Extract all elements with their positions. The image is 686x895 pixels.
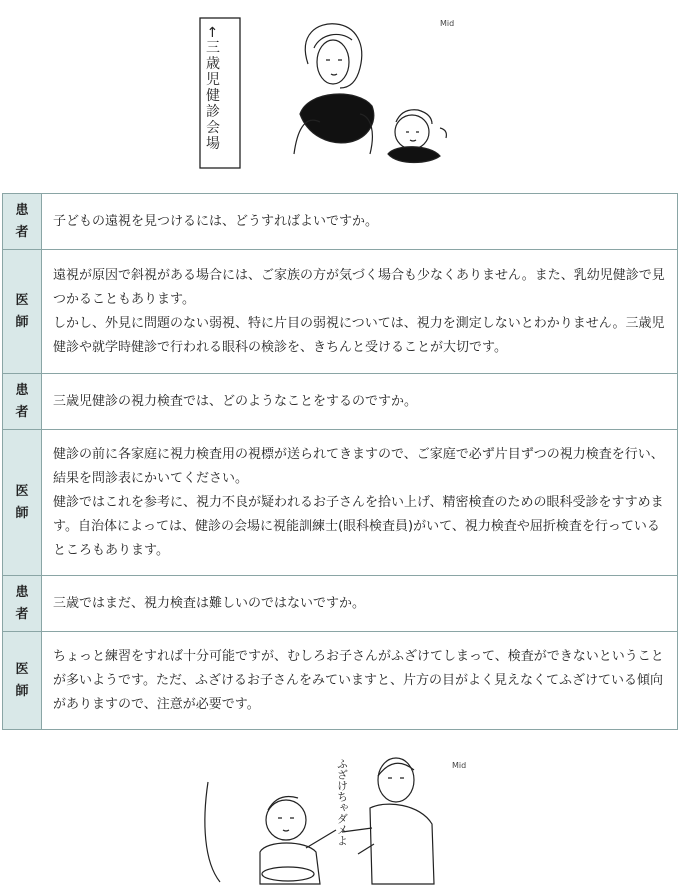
clinic-illustration-bottom (190, 752, 490, 892)
qa-row (3, 250, 678, 374)
role-cell-doctor: 医師 (3, 250, 42, 374)
speech-text: ふざけちゃダメよ (335, 758, 349, 846)
answer-cell: 健診の前に各家庭に視力検査用の視標が送られてきますので、ご家庭で必ず片目ずつの視力検査を行い、結果を問診表にかいてください。 健診ではこれを参考に、視力不良が疑われるお子さんを拾い上げ、精密検査のための眼科受診をすすめます。自治体によっては、健診の会場に視能訓練士(眼科検査員)がいて、視力検査や屈折検査を行っているところもあります。 (42, 430, 678, 576)
examiner-figure (342, 758, 434, 884)
clinic-illustration-top (190, 4, 480, 176)
qa-row (3, 374, 678, 430)
illustrator-signature: Mid (452, 761, 467, 770)
role-cell-doctor: 医師 (3, 632, 42, 730)
child-figure (260, 797, 336, 885)
role-cell-patient: 患者 (3, 194, 42, 250)
checkup-sign-text: ←三歳児健診会場 (204, 26, 220, 152)
role-cell-patient: 患者 (3, 374, 42, 430)
answer-cell: 遠視が原因で斜視がある場合には、ご家族の方が気づく場合も少なくありません。また、乳幼児健診で見つかることもあります。 しかし、外見に問題のない弱視、特に片目の弱視については、視力を測定しないとわかりません。三歳児健診や就学時健診で行われる眼科の検診を、きちんと受けることが大切です。 (42, 250, 678, 374)
role-cell-doctor: 医師 (3, 430, 42, 576)
qa-row (3, 632, 678, 730)
answer-cell: 子どもの遠視を見つけるには、どうすればよいですか。 (42, 194, 678, 250)
answer-cell: 三歳児健診の視力検査では、どのようなことをするのですか。 (42, 374, 678, 430)
qa-row (3, 194, 678, 250)
role-cell-patient: 患者 (3, 576, 42, 632)
doorframe-line (205, 782, 220, 882)
illustrator-signature: Mid (440, 19, 455, 28)
mother-figure (294, 24, 374, 154)
qa-row (3, 576, 678, 632)
qa-table (2, 193, 678, 730)
qa-row (3, 430, 678, 576)
answer-cell: ちょっと練習をすれば十分可能ですが、むしろお子さんがふざけてしまって、検査ができないということが多いようです。ただ、ふざけるお子さんをみていますと、片方の目がよく見えなくてふざけている傾向がありますので、注意が必要です。 (42, 632, 678, 730)
child-figure (388, 110, 446, 163)
answer-cell: 三歳ではまだ、視力検査は難しいのではないですか。 (42, 576, 678, 632)
